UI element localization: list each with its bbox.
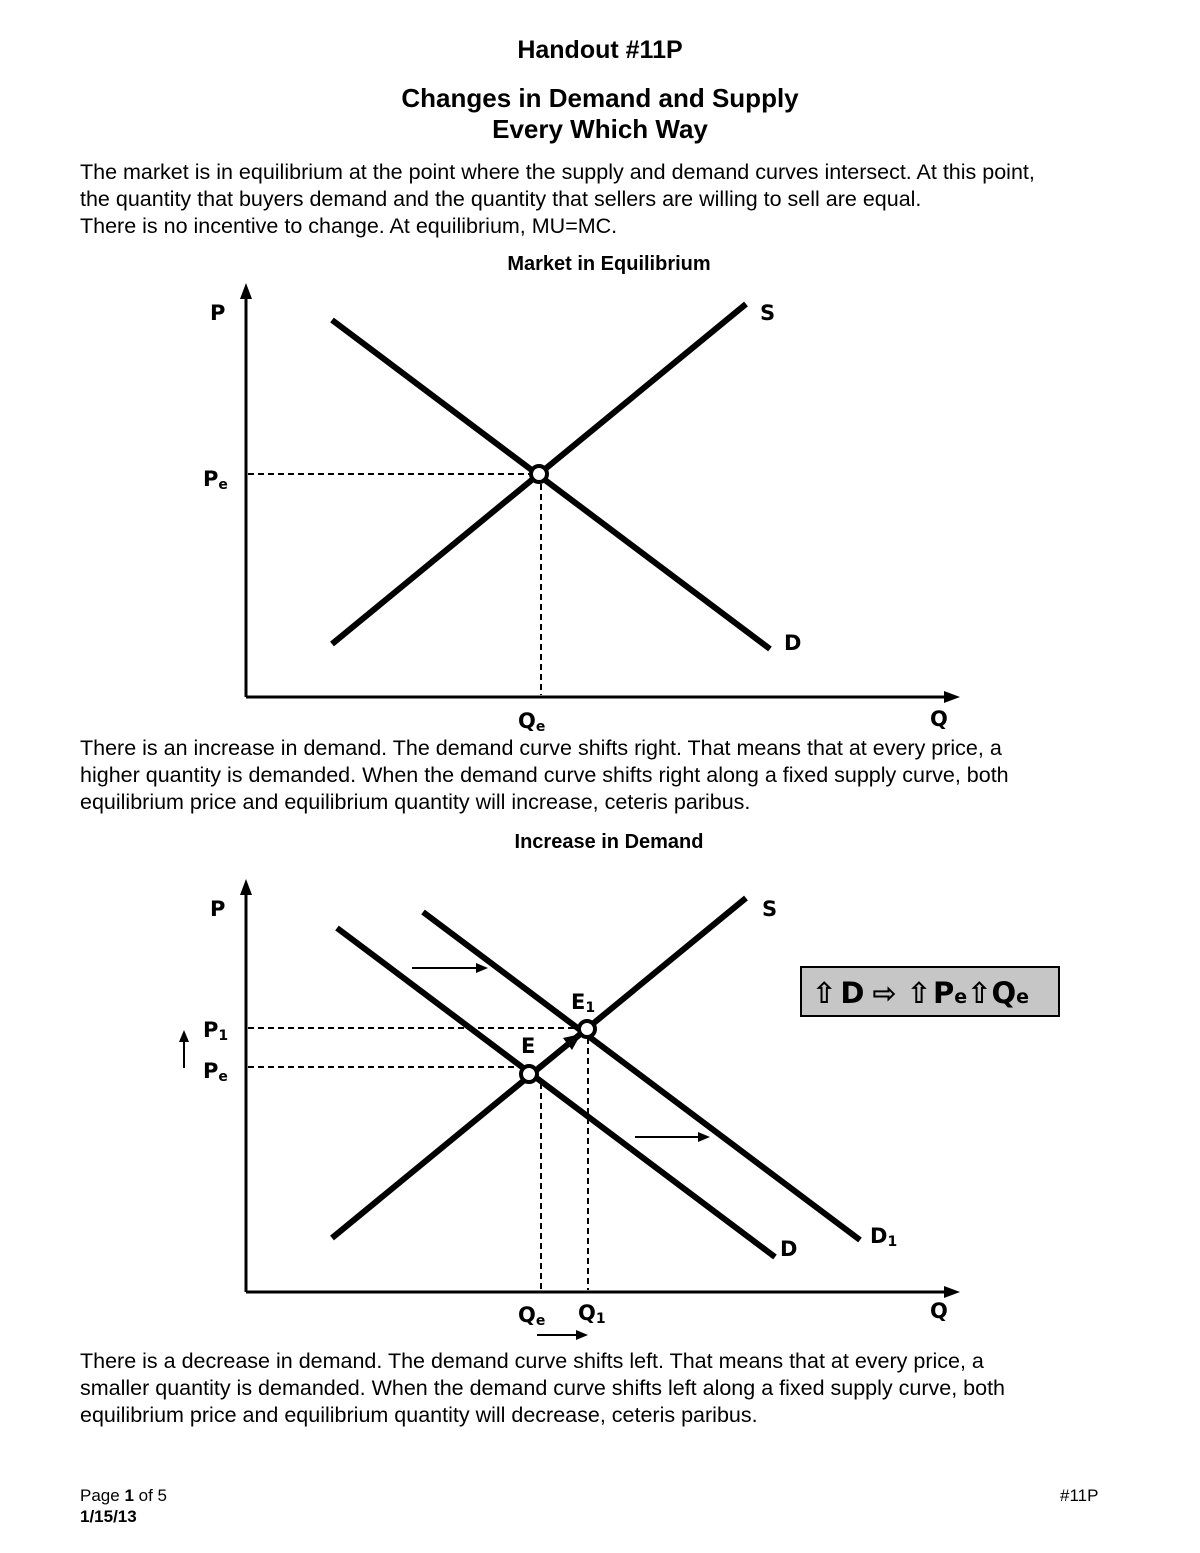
graph2-s-label: S	[762, 897, 778, 921]
graph2-equilibrium-e1	[579, 1021, 595, 1037]
graph2-p-axis-arrowhead	[240, 879, 252, 895]
graph1-qe-label	[518, 709, 545, 735]
graph1-pe-letter: P	[203, 467, 219, 491]
summary-up-arrow-icon: ⇧	[812, 976, 837, 1010]
page-title-line1: Changes in Demand and Supply	[401, 83, 799, 113]
summary-up-arrow-icon: ⇧	[906, 976, 932, 1010]
graph2-q-axis-arrowhead	[944, 1286, 960, 1298]
graph2-qe-label	[518, 1303, 545, 1329]
summary-q: Q	[991, 976, 1017, 1010]
graph2-d1-subscript: 1	[887, 1234, 898, 1250]
graph2-demand1-curve	[423, 912, 860, 1240]
graph1-pe-label	[203, 467, 228, 493]
page-number	[80, 1486, 167, 1506]
paragraph-line: There is an increase in demand. The demand curve shifts right. That means that at every price, a	[80, 736, 1002, 760]
graph1-equilibrium-point	[531, 466, 547, 482]
graph2-q1-label	[578, 1301, 606, 1327]
graph2-increase-in-demand	[0, 860, 1200, 1340]
graph2-e1-letter: E	[571, 990, 586, 1014]
graph2-d-label: D	[780, 1237, 798, 1261]
graph1-demand-curve	[332, 320, 770, 649]
graph2-title: Increase in Demand	[514, 831, 704, 853]
shift-arrow-lower-head	[698, 1132, 710, 1142]
decrease-demand-paragraph	[80, 1348, 1140, 1429]
intro-line: the quantity that buyers demand and the quantity that sellers are willing to sell are equal.	[80, 187, 922, 211]
graph2-d1-letter: D	[870, 1224, 888, 1248]
graph2-e1-label	[571, 990, 595, 1016]
graph2-demand-curve	[337, 928, 775, 1257]
graph1-p-axis-arrowhead	[240, 283, 252, 299]
graph1-q-axis-arrowhead	[944, 691, 960, 703]
graph2-q1-subscript: 1	[595, 1311, 606, 1327]
intro-line: The market is in equilibrium at the point where the supply and demand curves intersect. At this point,	[80, 160, 1035, 184]
paragraph-line: There is a decrease in demand. The demand curve shifts left. That means that at every price, a	[80, 1349, 984, 1373]
graph2-p1-label	[203, 1018, 228, 1044]
intro-line: There is no incentive to change. At equilibrium, MU=MC.	[80, 214, 618, 238]
graph2-e1-subscript: 1	[585, 1000, 596, 1016]
page-current: 1	[124, 1486, 134, 1505]
graph1-title: Market in Equilibrium	[507, 253, 711, 275]
footer-code: #11P	[1060, 1486, 1099, 1505]
summary-q-subscript: e	[1016, 986, 1030, 1008]
shift-arrow-upper-head	[476, 963, 488, 973]
page-prefix: Page	[80, 1486, 125, 1505]
graph2-pe-letter: P	[203, 1059, 219, 1083]
graph1-pe-subscript: e	[218, 477, 228, 493]
graph1-q-label: Q	[930, 707, 948, 731]
footer-date: 1/15/13	[80, 1507, 137, 1526]
graph1-d-label: D	[784, 631, 802, 655]
paragraph-line: equilibrium price and equilibrium quantity will decrease, ceteris paribus.	[80, 1403, 758, 1427]
paragraph-line: equilibrium price and equilibrium quantity will increase, ceteris paribus.	[80, 790, 751, 814]
graph2-d1-label	[870, 1224, 897, 1250]
summary-formula	[812, 976, 1029, 1010]
price-rise-arrow-head	[179, 1030, 189, 1042]
summary-up-arrow-icon: ⇧	[967, 976, 992, 1010]
equilibrium-move-arrow	[538, 1043, 570, 1068]
graph2-pe-subscript: e	[218, 1069, 228, 1085]
handout-number: Handout #11P	[517, 36, 683, 64]
graph1-market-equilibrium	[0, 270, 1200, 735]
graph1-qe-subscript: e	[535, 719, 546, 735]
summary-d: D	[840, 976, 865, 1010]
graph1-qe-letter: Q	[518, 709, 536, 733]
page-suffix: of 5	[133, 1486, 167, 1505]
summary-p-subscript: e	[954, 986, 968, 1008]
intro-paragraph	[80, 159, 1140, 240]
graph2-p1-subscript: 1	[218, 1028, 229, 1044]
graph2-qe-letter: Q	[518, 1303, 536, 1327]
graph1-p-label: P	[210, 301, 226, 325]
page-title-line2: Every Which Way	[492, 114, 708, 144]
summary-p: P	[933, 976, 955, 1010]
graph2-q-label: Q	[930, 1299, 948, 1323]
graph1-s-label: S	[760, 301, 776, 325]
paragraph-line: higher quantity is demanded. When the demand curve shifts right along a fixed supply curve, both	[80, 763, 1009, 787]
quantity-rise-arrow-head	[576, 1330, 588, 1340]
paragraph-line: smaller quantity is demanded. When the demand curve shifts left along a fixed supply curve, both	[80, 1376, 1006, 1400]
summary-implies-arrow-icon: ⇨	[872, 976, 897, 1010]
graph2-q1-letter: Q	[578, 1301, 596, 1325]
graph2-e-label: E	[521, 1034, 536, 1058]
graph2-pe-label	[203, 1059, 228, 1085]
increase-demand-paragraph	[80, 735, 1140, 816]
graph2-qe-subscript: e	[535, 1313, 546, 1329]
graph2-p-label: P	[210, 897, 226, 921]
graph2-equilibrium-e	[521, 1066, 537, 1082]
graph2-p1-letter: P	[203, 1018, 219, 1042]
